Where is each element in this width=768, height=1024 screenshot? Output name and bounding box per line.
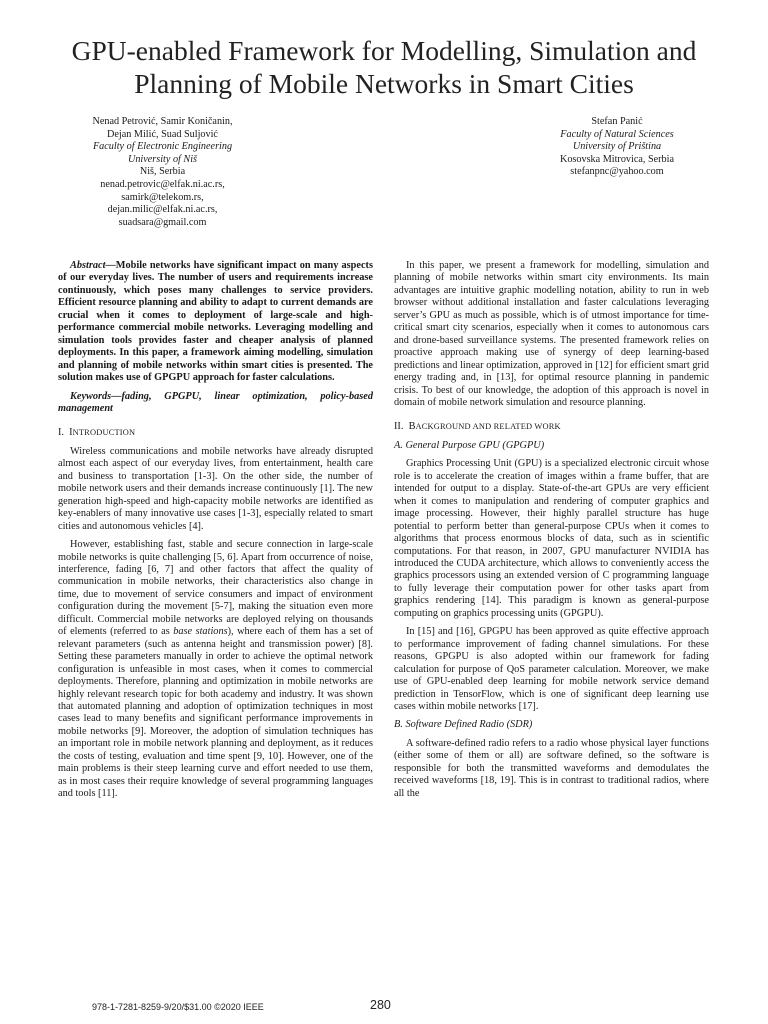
author-email: stefanpnc@yahoo.com — [570, 166, 664, 178]
author-email-4: suadsara@gmail.com — [118, 216, 207, 228]
paragraph: Wireless communications and mobile networks have already disrupted almost each aspect of our everyday lives, from entertainment, health care and business to transportation [1-3]. On the other side, the number of mobile network users and their demands increase continuously [1]. The new generation high-speed and high-capacity mobile networks are identified as key-enablers of many innovative use cases [1-3], especially related to smart cities and autonomous vehicles [4]. — [58, 445, 373, 532]
affiliation-university: University of Priština — [572, 141, 662, 153]
section-heading-background: II. BACKGROUND AND RELATED WORK — [394, 421, 561, 433]
affiliation-faculty: Faculty of Electronic Engineering — [92, 141, 233, 153]
abstract-text: Mobile networks have significant impact on many aspects of our everyday lives. The number of users and requirements increase continuously, which poses many challenges to service providers. Efficient resource planning and ability to adapt to current demands are crucial when it comes to deployment of large-scale and high-performance commercial mobile networks. Leveraging modelling and simulation tools provides faster and cheaper analysis of planned deployments. In this paper, a framework aiming modelling, simulation and planning of mobile networks within smart cities is presented. The solution makes use of GPGPU approach for faster calculations. — [58, 260, 373, 384]
author-email-3: dejan.milic@elfak.ni.ac.rs, — [107, 204, 218, 216]
paper-title: GPU-enabled Framework for Modelling, Simulation and Planning of Mobile Networks in Smart Cities — [71, 35, 697, 99]
right-column — [394, 260, 709, 800]
author-email-2: samirk@telekom.rs, — [121, 191, 204, 203]
italic-term: base stations — [173, 626, 228, 638]
affiliation-city: Niš, Serbia — [139, 166, 186, 178]
affiliation-city: Kosovska Mitrovica, Serbia — [559, 153, 675, 165]
paragraph: In [15] and [16], GPGPU has been approved as quite effective approach to performance improvement of fading channel simulations. For these reasons, GPGPU is also adopted within our framework for fading calculation for purpose of QoS parameter calculation. Moreover, we make use of GPU-enabled deep learning for mobile network service demand prediction in TensorFlow, which is one of significant deep learning use cases within mobile networks [17]. — [394, 626, 709, 712]
paragraph: However, establishing fast, stable and secure connection in large-scale mobile networks is quite challenging [5, 6]. Apart from occurrence of noise, interference, fading [6, 7] and other factors that affect the quality of communication in mobile networks, their characteristics also change in time, due to movement of service consumers and impact of environment configuration during the movement [5-7], making the situation even more difficult. Commercial mobile networks are deployed relying on thousands of elements (referred to as base stations), where each of them has a set of relevant parameters (such as antenna height and transmission power) [8]. Setting these parameters manually in order to achieve the optimal network configuration is unfeasible in most cases, when it comes to commercial deployments. Therefore, planning and optimization in mobile networks are highly relevant research topic for both academy and industry. It was shown that automated planning and adoption of optimization techniques in most cases lead to many benefits and significant performance improvements in mobile networks [9]. Moreover, the adoption of simulation techniques has an important role in mobile network planning and deployment, as it reduces the costs of testing, evaluation and time spent [9, 10]. However, one of the main problems is their steep learning curve and effort needed to use them, as in most cases their require knowledge of several programming languages and tools [11]. — [58, 539, 373, 800]
author-names-2: Dejan Milić, Suad Suljović — [107, 128, 218, 140]
authors-right — [492, 116, 742, 179]
subsection-heading-gpgpu: A. General Purpose GPU (GPGPU) — [394, 439, 545, 451]
author-email-1: nenad.petrovic@elfak.ni.ac.rs, — [100, 178, 225, 190]
subsection-heading-sdr: B. Software Defined Radio (SDR) — [394, 719, 533, 731]
author-names-1: Nenad Petrović, Samir Koničanin, — [92, 116, 233, 127]
section-heading-introduction: I. INTRODUCTION — [58, 427, 136, 439]
paragraph: Graphics Processing Unit (GPU) is a specialized electronic circuit whose role is to accelerate the creation of images within a frame buffer, that are intended for output to a display. State-of-the-art GPUs are very efficient when it comes to manipulation and rendering of computer graphics and image processing. However, their highly parallel structure has huge potential to perform better than general-purpose CPUs when it comes to algorithms that process enormous blocks of data, such as in scientific computations. For that reason, in 2007, GPU manufacturer NVIDIA has introduced the CUDA architecture, which allows to conveniently access the graphics processors using an extended version of C programming language to fully leverage their computation power for other tasks apart from graphics rendering [14]. This paradigm is known as general-purpose computing on graphics processing units (GPGPU). — [394, 458, 709, 619]
paragraph: In this paper, we present a framework for modelling, simulation and planning of mobile networks within smart city environments. Its main advantages are intuitive graphic modelling notation, ability to run in web browser without additional installation and faster calculations leveraging server’s GPU as much as possible, which is of utmost importance for time-critical smart city scenarios, especially when it comes to autonomous cars and drone-based surveillance systems. The presented framework relies on proactive approach making use of synergy of deep learning-based predictions and linear optimization, approved in [12] for efficient smart grid energy trading and, in [13], for optimal resource planning in pandemic crisis. To best of our knowledge, the adoption of this approach is novel in domain of mobile network simulation and resource planning. — [394, 260, 709, 408]
affiliation-faculty: Faculty of Natural Sciences — [560, 128, 674, 140]
author-name: Stefan Panić — [591, 116, 643, 127]
copyright-footer: 978-1-7281-8259-9/20/$31.00 ©2020 IEEE — [92, 1002, 264, 1012]
affiliation-university: University of Niš — [127, 153, 198, 165]
abstract — [58, 260, 373, 385]
page-number: 280 — [370, 998, 391, 1012]
keywords: Keywords—fading, GPGPU, linear optimization, policy-based management — [58, 390, 373, 414]
abstract-label: Abstract— — [70, 260, 116, 271]
left-column — [58, 260, 373, 801]
authors-left — [40, 116, 285, 229]
paragraph: A software-defined radio refers to a radio whose physical layer functions (either some of them or all) are software defined, so the software is responsible for both the transmitted waveforms and demodulates the received waveforms [18, 19]. This is in contrast to traditional radios, where all the — [394, 737, 709, 799]
